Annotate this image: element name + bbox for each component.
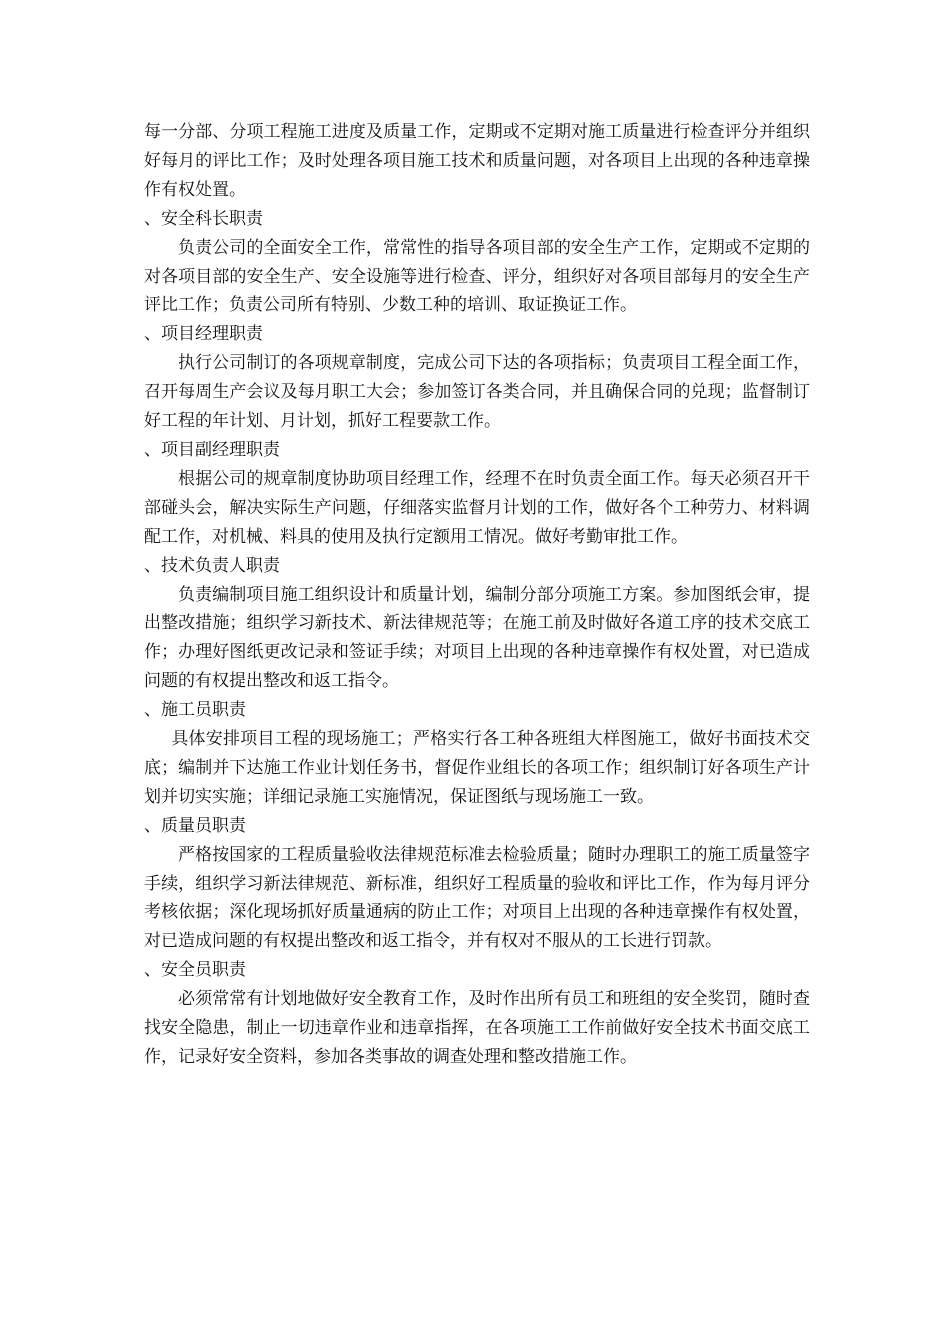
- section-body-safety-officer: 必须常常有计划地做好安全教育工作，及时作出所有员工和班组的安全奖罚，随时查找安全隐患，制止一切违章作业和违章指挥，在各项施工工作前做好安全技术书面交底工作，记录好安全资料，参加各类事故的调查处理和整改措施工作。: [144, 989, 810, 1067]
- document-page: [144, 118, 810, 1072]
- section-heading-project-manager: 、项目经理职责: [144, 324, 263, 345]
- section-body-quality-officer: 严格按国家的工程质量验收法律规范标准去检验质量；随时办理职工的施工质量签字手续，组织学习新法律规范、新标准，组织好工程质量的验收和评比工作，作为每月评分考核依据；深化现场抓好质量通病的防止工作；对项目上出现的各种违章操作有权处置，对已造成问题的有权提出整改和返工指令，并有权对不服从的工长进行罚款。: [144, 844, 810, 952]
- section-heading-safety-officer: 、安全员职责: [144, 960, 246, 981]
- section-body-safety-chief: 负责公司的全面安全工作，常常性的指导各项目部的安全生产工作，定期或不定期的对各项目部的安全生产、安全设施等进行检查、评分，组织好对各项目部每月的安全生产评比工作；负责公司所有特别、少数工种的培训、取证换证工作。: [144, 237, 810, 316]
- section-body-construction-officer: 具体安排项目工程的现场施工；严格实行各工种各班组大样图施工，做好书面技术交底；编制并下达施工作业计划任务书，督促作业组长的各项工作；组织制订好各项生产计划并切实实施；详细记录施工实施情况，保证图纸与现场施工一致。: [144, 729, 810, 807]
- section-body-technical-lead: 负责编制项目施工组织设计和质量计划，编制分部分项施工方案。参加图纸会审，提出整改措施；组织学习新技术、新法律规范等；在施工前及时做好各道工序的技术交底工作；办理好图纸更改记录和签证手续；对项目上出现的各种违章操作有权处置，对已造成问题的有权提出整改和返工指令。: [144, 584, 810, 692]
- section-body-deputy-manager: 根据公司的规章制度协助项目经理工作，经理不在时负责全面工作。每天必须召开干部碰头会，解决实际生产问题，仔细落实监督月计划的工作，做好各个工种劳力、材料调配工作，对机械、料具的使用及执行定额用工情况。做好考勤审批工作。: [144, 468, 810, 547]
- section-heading-technical-lead: 、技术负责人职责: [144, 555, 280, 576]
- section-heading-safety-chief: 、安全科长职责: [144, 208, 263, 229]
- section-heading-construction-officer: 、施工员职责: [144, 700, 246, 721]
- section-heading-quality-officer: 、质量员职责: [144, 815, 246, 836]
- intro-paragraph: 每一分部、分项工程施工进度及质量工作，定期或不定期对施工质量进行检查评分并组织好每月的评比工作；及时处理各项目施工技术和质量问题，对各项目上出现的各种违章操作有权处置。: [144, 122, 810, 200]
- section-heading-deputy-manager: 、项目副经理职责: [144, 439, 280, 460]
- section-body-project-manager: 执行公司制订的各项规章制度，完成公司下达的各项指标；负责项目工程全面工作，召开每周生产会议及每月职工大会；参加签订各类合同，并且确保合同的兑现；监督制订好工程的年计划、月计划，抓好工程要款工作。: [144, 353, 810, 432]
